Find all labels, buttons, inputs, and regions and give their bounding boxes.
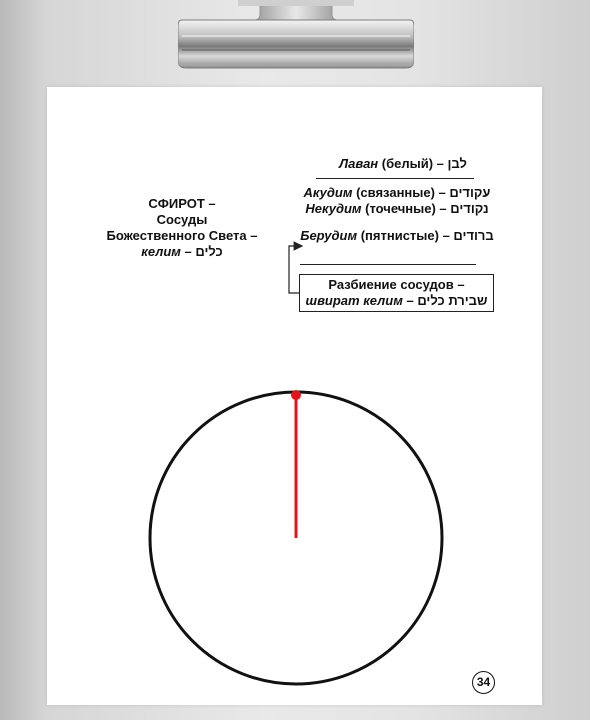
nekudim-he: נקודים bbox=[450, 201, 489, 216]
nekudim-rest: (точечные) – bbox=[361, 201, 451, 216]
kelim-he: כלים bbox=[195, 244, 223, 259]
top-point-dot bbox=[291, 390, 301, 400]
berudim-he: ברודים bbox=[453, 228, 494, 243]
kelim-ru: келим bbox=[141, 244, 181, 259]
nekudim-ru: Некудим bbox=[305, 201, 362, 216]
box-he: שבירת כלים bbox=[417, 293, 488, 308]
lavan-rest: (белый) – bbox=[378, 156, 448, 171]
page-number: 34 bbox=[472, 671, 495, 694]
berudim-ru: Берудим bbox=[300, 228, 358, 243]
sefirot-divine-light: Божественного Света – bbox=[106, 228, 258, 243]
akudim-rest: (связанные) – bbox=[352, 185, 450, 200]
kelim-sep: – bbox=[180, 244, 196, 259]
berudim-rest: (пятнистые) – bbox=[357, 228, 454, 243]
box-sep: – bbox=[402, 293, 418, 308]
lavan-ru: Лаван bbox=[339, 156, 379, 171]
connector-arrow bbox=[289, 246, 302, 293]
sefirot-vessels: Сосуды bbox=[156, 212, 208, 227]
akudim-he: עקודים bbox=[449, 185, 491, 200]
lavan-he: לבן bbox=[447, 156, 467, 171]
akudim-ru: Акудим bbox=[303, 185, 353, 200]
box-ru: швират келим bbox=[305, 293, 403, 308]
box-title: Разбиение сосудов – bbox=[328, 277, 465, 292]
sefirot-title: СФИРОТ – bbox=[148, 196, 216, 211]
